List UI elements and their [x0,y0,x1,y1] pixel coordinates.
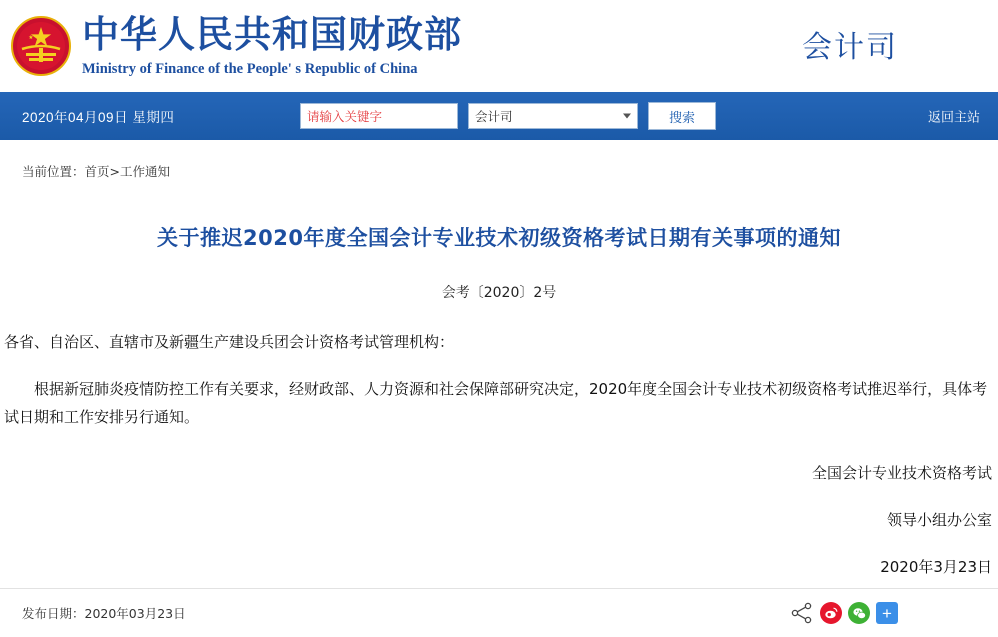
breadcrumb-label: 当前位置： [22,164,85,179]
search-scope-select[interactable] [468,103,638,129]
wechat-icon[interactable] [848,602,870,624]
search-input[interactable] [300,103,458,129]
site-title-block [82,14,462,78]
chevron-down-icon [623,114,631,119]
search-bar [0,92,998,140]
article-salutation: 各省、自治区、直辖市及新疆生产建设兵团会计资格考试管理机构： [4,333,455,351]
search-controls [300,92,716,140]
search-button[interactable]: 搜索 [648,102,716,130]
site-title-en: Ministry of Finance of the People' s Republic of China [82,60,418,77]
back-to-main-site-link[interactable]: 返回主站 [927,110,980,126]
article-footer [0,588,998,637]
signature-organization: 全国会计专业技术资格考试 [811,463,992,482]
breadcrumb [0,140,998,180]
share-group [790,602,898,624]
current-date: 2020年04月09日 星期四 [22,110,175,125]
site-title-cn: 中华人民共和国财政部 [82,13,462,57]
sina-weibo-icon[interactable] [820,602,842,624]
signature-office: 领导小组办公室 [886,510,992,529]
breadcrumb-separator: > [109,164,121,179]
article-body [0,222,998,577]
search-scope-value: 会计司 [475,109,513,124]
signature-date: 2020年3月23日 [880,557,992,576]
document-number: 会考〔2020〕2号 [441,285,557,301]
national-emblem-icon [10,15,72,77]
article-title: 关于推迟2020年度全国会计专业技术初级资格考试日期有关事项的通知 [157,226,841,250]
more-share-icon[interactable]: + [876,602,898,624]
share-node-icon[interactable] [790,602,814,624]
publish-date: 发布日期：2020年03月23日 [22,606,186,621]
department-name: 会计司 [802,30,898,65]
article-paragraph: 根据新冠肺炎疫情防控工作有关要求，经财政部、人力资源和社会保障部研究决定，2020年度全国会计专业技术初级资格考试推迟举行，具体考试日期和工作安排另行通知。 [4,380,988,426]
site-header [0,0,998,92]
breadcrumb-home-link[interactable]: 首页 [84,164,110,179]
breadcrumb-current-link[interactable]: 工作通知 [120,164,171,179]
